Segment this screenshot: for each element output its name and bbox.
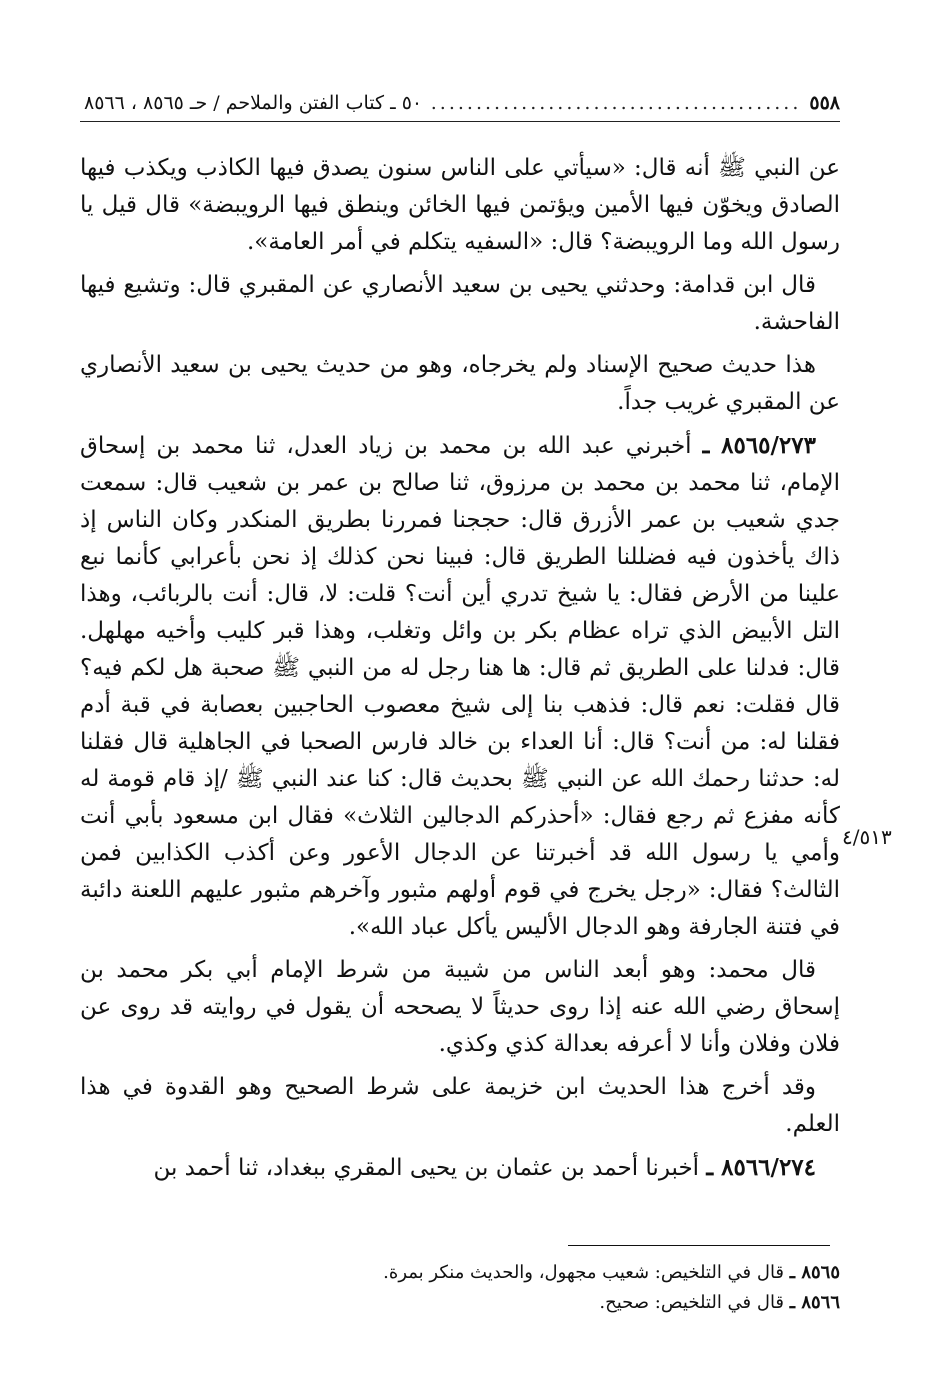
footnote-number: ٨٥٦٦ ـ	[789, 1292, 840, 1313]
hadith-8566	[80, 1149, 840, 1187]
footnotes	[80, 1258, 840, 1348]
footnote-text: قال في التلخيص: شعيب مجهول، والحديث منكر بمرة.	[383, 1262, 785, 1283]
footnote-8565	[80, 1258, 840, 1288]
footnote-8566	[80, 1288, 840, 1318]
running-header	[80, 88, 840, 118]
header-rule	[80, 121, 840, 122]
hadith-8565	[80, 427, 840, 946]
running-title: ٥٠ ـ كتاب الفتن والملاحم / حـ ٨٥٦٥ ، ٨٥٦٦	[84, 92, 423, 114]
main-text	[80, 150, 840, 1230]
paragraph-hadith-continuation: عن النبي ﷺ أنه قال: «سيأتي على الناس سنون يصدق فيها الكاذب ويكذب فيها الصادق ويخوّن فيها الأمين ويؤتمن فيها الخائن وينطق فيها الرويبضة» قال قيل يا رسول الله وما الرويبضة؟ قال: «السفيه يتكلم في أمر العامة».	[80, 155, 840, 255]
footnote-text: قال في التلخيص: صحيح.	[599, 1292, 785, 1313]
margin-reference: ٤/٥١٣	[842, 825, 892, 849]
paragraph-ibn-qudama: قال ابن قدامة: وحدثني يحيى بن سعيد الأنصاري عن المقبري قال: وتشيع فيها الفاحشة.	[80, 272, 840, 335]
leader-dots	[430, 92, 801, 114]
page-number: ٥٥٨	[809, 92, 840, 114]
hadith-number-8566: ٨٥٦٦/٢٧٤ ـ	[706, 1154, 816, 1181]
hadith-number-8565: ٨٥٦٥/٢٧٣ ـ	[702, 432, 816, 459]
hadith-8565-text-part1: أخبرني عبد الله بن محمد بن زياد العدل، ثنا محمد بن إسحاق الإمام، ثنا محمد بن محمد بن مرزوق، ثنا صالح بن عمر بن شعيب قال: سمعت جدي شعيب بن عمر الأزرق قال: حججنا فمررنا بطريق المنكدر وكان الناس إذ ذاك يأخذون فيه فضللنا الطريق قال: فبينا نحن كذلك إذ نحن بأعرابي كأنما نبع علينا من الأرض فقال: يا شيخ تدري أين أنت؟ قلت: لا، قال: أنت بالربائب، وهذا التل الأبيض الذي تراه عظام بكر بن وائل وتغلب، وهذا قبر كليب وأخيه مهلهل. قال: فدلنا على الطريق ثم قال: ها هنا رجل له من النبي ﷺ صحبة هل لكم فيه؟ قال فقلت: نعم قال: فذهب بنا إلى شيخ معصوب الحاجبين بعصابة في قبة أدم فقلنا له: من أنت؟ قال: أنا العداء بن خالد فارس الصحبا في الجاهلية قال فقلنا له: حدثنا رحمك الله عن النبي ﷺ بحديث قال: كنا عند النبي ﷺ	[80, 433, 840, 792]
hadith-8566-text: أخبرنا أحمد بن عثمان بن يحيى المقري ببغداد، ثنا أحمد بن	[153, 1155, 700, 1181]
paragraph-muhammad-comment: قال محمد: وهو أبعد الناس من شيبة من شرط الإمام أبي بكر محمد بن إسحاق رضي الله عنه إذا روى حديثاً لا يصححه أن يقول في روايته قد روى عن فلان وفلان وأنا لا أعرفه بعدالة كذي وكذي.	[80, 957, 840, 1057]
footnote-rule	[568, 1245, 830, 1246]
paragraph-grading: هذا حديث صحيح الإسناد ولم يخرجاه، وهو من حديث يحيى بن سعيد الأنصاري عن المقبري غريب جداً.	[80, 352, 840, 415]
footnote-number: ٨٥٦٥ ـ	[789, 1262, 840, 1283]
paragraph-ibn-khuzaymah: وقد أخرج هذا الحديث ابن خزيمة على شرط الصحيح وهو القدوة في هذا العلم.	[80, 1074, 840, 1137]
hadith-8565-text-part2: /إذ قام قومة له كأنه مفزع ثم رجع فقال: «أحذركم الدجالين الثلاث» فقال ابن مسعود بأبي أنت وأمي يا رسول الله قد أخبرتنا عن الدجال الأعور وعن أكذب الكذابين فمن الثالث؟ فقال: «رجل يخرج في قوم أولهم مثبور وآخرهم مثبور عليهم اللعنة دائبة في فتنة الجارفة وهو الدجال الأليس يأكل عباد الله».	[80, 766, 840, 940]
